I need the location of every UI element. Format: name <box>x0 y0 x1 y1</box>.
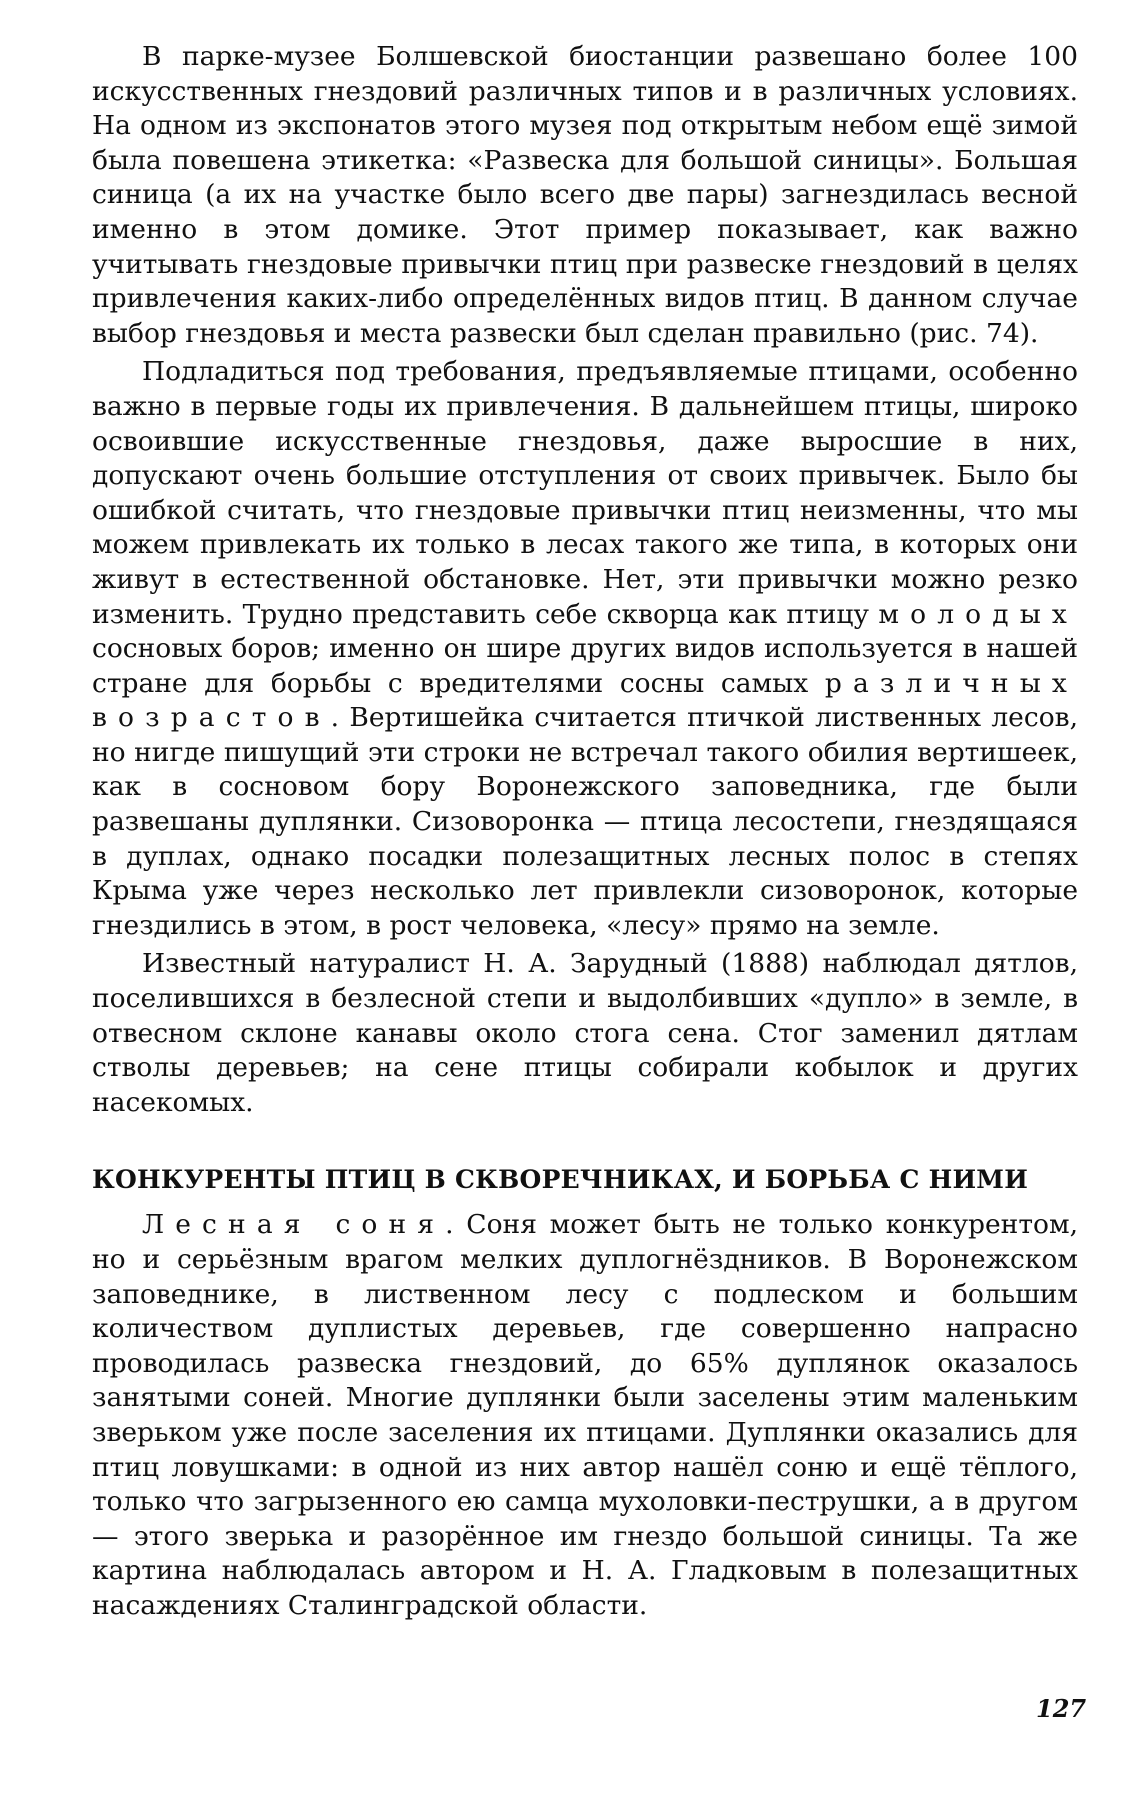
paragraph <box>92 947 1078 1120</box>
section-body-text <box>92 1208 1078 1623</box>
page-number: 127 <box>1036 1694 1087 1723</box>
text-segment: сосновых боров; именно он шире других видов используется в нашей стране для борьбы с вредителями сосны самых <box>92 633 1078 699</box>
emphasized-text: различных возрастов <box>92 667 1078 734</box>
paragraph <box>92 1208 1078 1623</box>
section-heading: КОНКУРЕНТЫ ПТИЦ В СКВОРЕЧНИКАХ, И БОРЬБА С НИМИ <box>92 1165 1029 1195</box>
paragraph <box>92 355 1078 943</box>
text-segment: В парке-музее Болшевской биостанции развешано более 100 искусственных гнездовий различных типов и в различных условиях. На одном из экспонатов этого музея под открытым небом ещё зимой была повешена этикетка: «Развеска для большой синицы». Большая синица (а их на участке было всего две пары) загнездилась весной именно в этом домике. Этот пример показывает, как важно учитывать гнездовые привычки птиц при развеске гнездовий в целях привлечения каких-либо определённых видов птиц. В данном случае выбор гнездовья и места развески был сделан правильно (рис. 74). <box>92 41 1078 349</box>
emphasized-text: молодых <box>878 598 1078 630</box>
text-segment: Известный натуралист Н. А. Зарудный (1888) наблюдал дятлов, поселившихся в безлесной степи и выдолбивших «дупло» в земле, в отвесном склоне канавы около стога сена. Стог заменил дятлам стволы деревьев; на сене птицы собирали кобылок и других насекомых. <box>92 948 1078 1118</box>
text-segment: Подладиться под требования, предъявляемые птицами, особенно важно в первые годы их привлечения. В дальнейшем птицы, широко освоившие искусственные гнездовья, даже выросшие в них, допускают очень большие отступления от своих привычек. Было бы ошибкой считать, что гнездовые привычки птиц неизменны, что мы можем привлекать их только в лесах такого же типа, в которых они живут в естественной обстановке. Нет, эти привычки можно резко изменить. Трудно представить себе скворца как птицу <box>92 356 1078 630</box>
book-page <box>92 40 1078 1624</box>
emphasized-text: Лесная соня <box>142 1209 446 1241</box>
text-segment: . Вертишейка считается птичкой лиственных лесов, но нигде пишущий эти строки не встречал такого обилия вертишеек, как в сосновом бору Воронежского заповедника, где были развешаны дуплянки. Сизоворонка — птица лесостепи, гнездящаяся в дуплах, однако посадки полезащитных лесных полос в степях Крыма уже через несколько лет привлекли сизоворонок, которые гнездились в этом, в рост человека, «лесу» прямо на земле. <box>92 702 1078 941</box>
paragraph <box>92 40 1078 351</box>
body-text <box>92 40 1078 1120</box>
text-segment: . Соня может быть не только конкурентом, но и серьёзным врагом мелких дуплогнёздников. В Воронежском заповеднике, в лиственном лесу с подлеском и большим количеством дуплистых деревьев, где совершенно напрасно проводилась развеска гнездовий, до 65% дуплянок оказалось занятыми соней. Многие дуплянки были заселены этим маленьким зверьком уже после заселения их птицами. Дуплянки оказались для птиц ловушками: в одной из них автор нашёл соню и ещё тёплого, только что загрызенного ею самца мухоловки-пеструшки, а в другом — этого зверька и разорённое им гнездо большой синицы. Та же картина наблюдалась автором и Н. А. Гладковым в полезащитных насаждениях Сталинградской области. <box>92 1209 1078 1621</box>
